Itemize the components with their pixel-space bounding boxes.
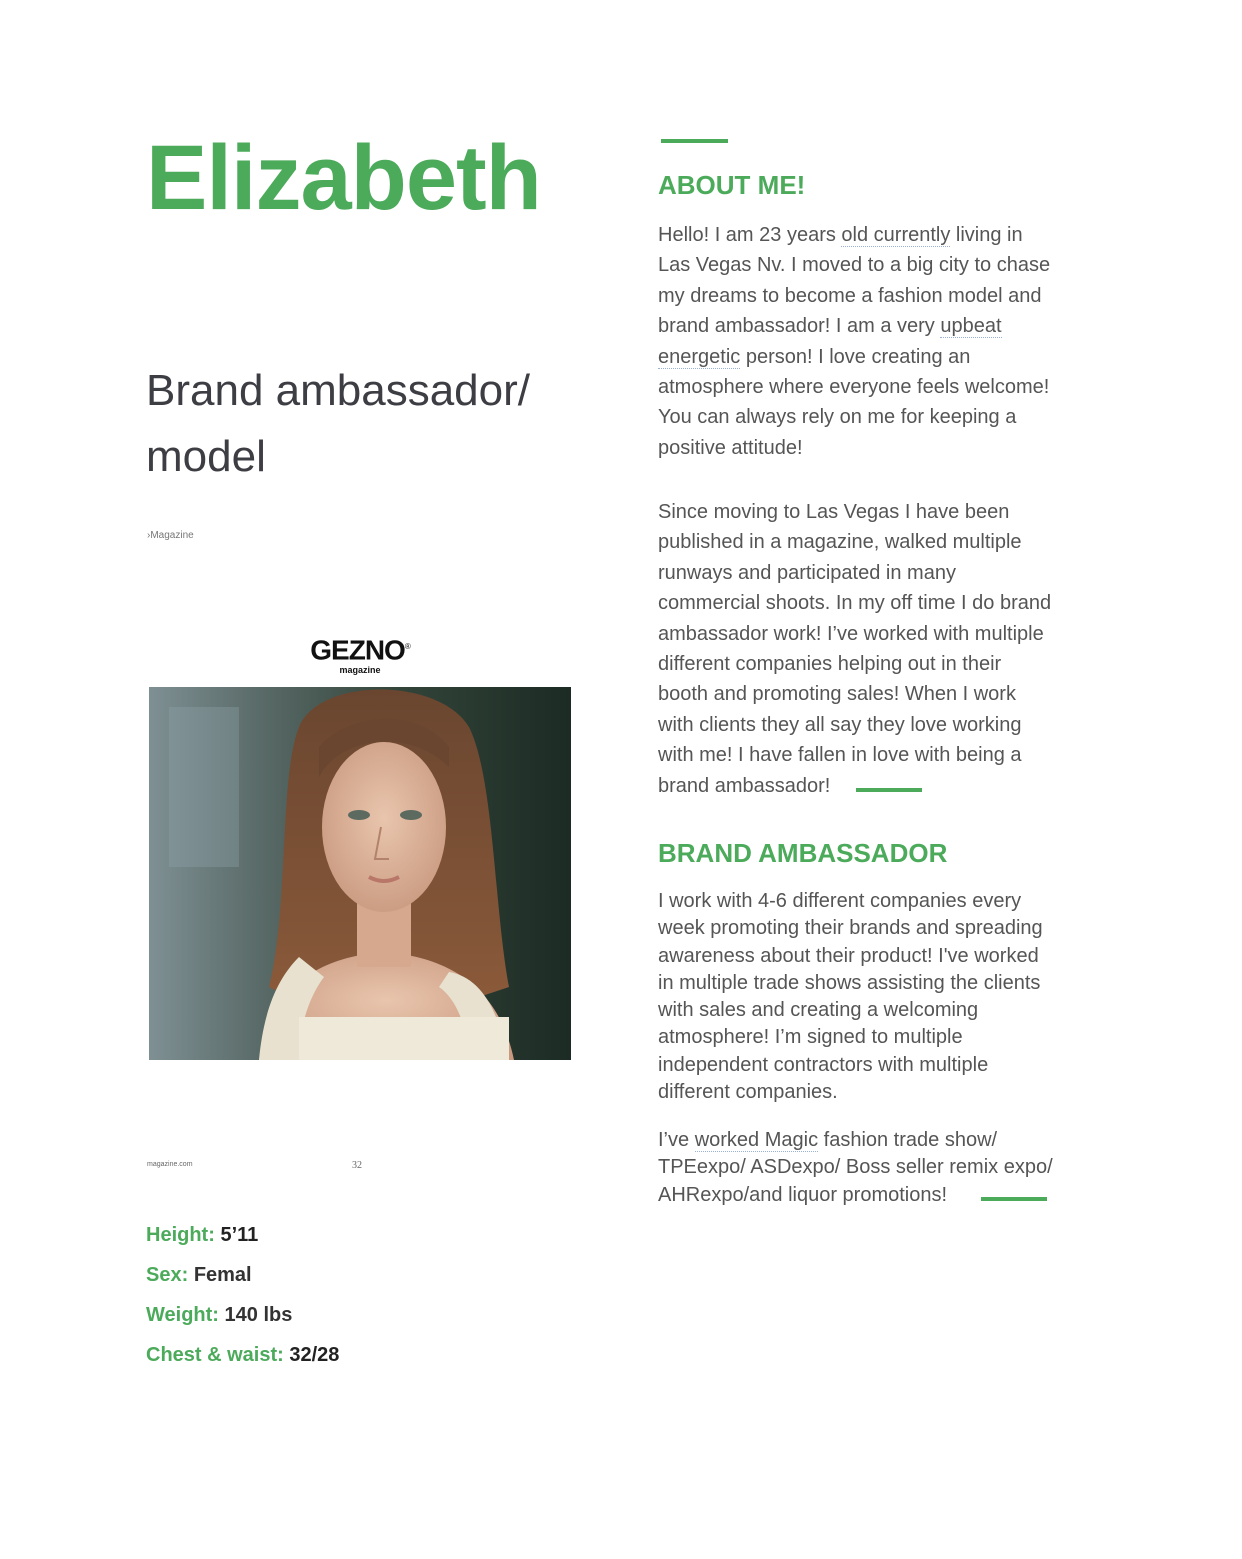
text-line: ambassador work! I’ve worked with multiple [658,622,1044,645]
stat-value: 5’11 [220,1224,259,1246]
text-line: atmosphere where everyone feels welcome! [658,376,1050,399]
stats-list [146,1218,339,1378]
magazine-logo [260,632,460,675]
magazine-footer-site: magazine.com [147,1161,193,1168]
text-line: independent contractors with multiple [658,1053,989,1076]
text-line: my dreams to become a fashion model and [658,284,1042,307]
text-line: TPEexpo/ ASDexpo/ Boss seller remix expo/ [658,1156,1053,1179]
stat-chest-waist [146,1338,339,1378]
about-paragraph-2 [658,497,1098,801]
name-title: Elizabeth [146,127,541,229]
text-line: with me! I have fallen in love with being a [658,744,1022,767]
text-line: commercial shoots. In my off time I do brand [658,592,1052,615]
text-line: I work with 4-6 different companies every [658,890,1022,912]
magazine-page-number: 32 [352,1160,362,1171]
magazine-header [147,530,194,541]
stat-label: Height: [146,1224,215,1246]
stat-value: 140 lbs [224,1304,293,1326]
text-line: in multiple trade shows assisting the clients [658,971,1041,994]
accent-rule [981,1197,1047,1201]
stat-value: 32/28 [289,1344,340,1366]
registered-mark: ® [404,642,410,651]
stat-weight [146,1298,339,1338]
stat-sex [146,1258,339,1298]
brand-paragraph-1 [658,888,1098,1106]
text-line: brand ambassador! [658,774,831,797]
about-paragraph-1 [658,220,1098,463]
text-line: energetic person! I love creating an [658,345,971,368]
text-line: positive attitude! [658,436,803,459]
text-line: Since moving to Las Vegas I have been [658,501,1010,523]
text-line: brand ambassador! I am a very upbeat [658,315,1002,338]
text-line: Hello! I am 23 years old currently living in [658,224,1023,246]
text-line: runways and participated in many [658,561,956,584]
text-line: booth and promoting sales! When I work [658,683,1016,706]
accent-rule [856,788,922,792]
magazine-header-text: Magazine [150,530,194,541]
text-line: You can always rely on me for keeping a [658,406,1017,429]
about-heading: ABOUT ME! [658,170,806,200]
accent-rule [661,139,728,143]
magazine-arrow-icon: › [147,530,151,541]
text-line: different companies. [658,1081,838,1104]
role-subtitle: Brand ambassador/ model [146,366,530,481]
text-line: atmosphere! I’m signed to multiple [658,1026,963,1049]
text-line: different companies helping out in their [658,653,1002,676]
text-line: AHRexpo/and liquor promotions! [658,1183,948,1206]
stat-height [146,1218,339,1258]
text-line: with clients they all say they love working [658,713,1022,736]
stat-label: Chest & waist: [146,1344,284,1366]
portrait-photo [149,687,571,1060]
text-line: awareness about their product! I've worked [658,944,1039,967]
stat-label: Weight: [146,1304,219,1326]
stat-label: Sex: [146,1264,189,1286]
text-line: week promoting their brands and spreading [658,917,1043,940]
stat-value: Femal [193,1264,252,1286]
text-line: published in a magazine, walked multiple [658,531,1022,554]
text-line: Las Vegas Nv. I moved to a big city to chase [658,254,1051,277]
text-line: I’ve worked Magic fashion trade show/ [658,1129,998,1151]
magazine-logo-text: GEZNO [310,634,405,666]
magazine-logo-sub: magazine [339,665,381,676]
brand-heading: BRAND AMBASSADOR [658,838,948,868]
text-line: with sales and creating a welcoming [658,999,979,1022]
